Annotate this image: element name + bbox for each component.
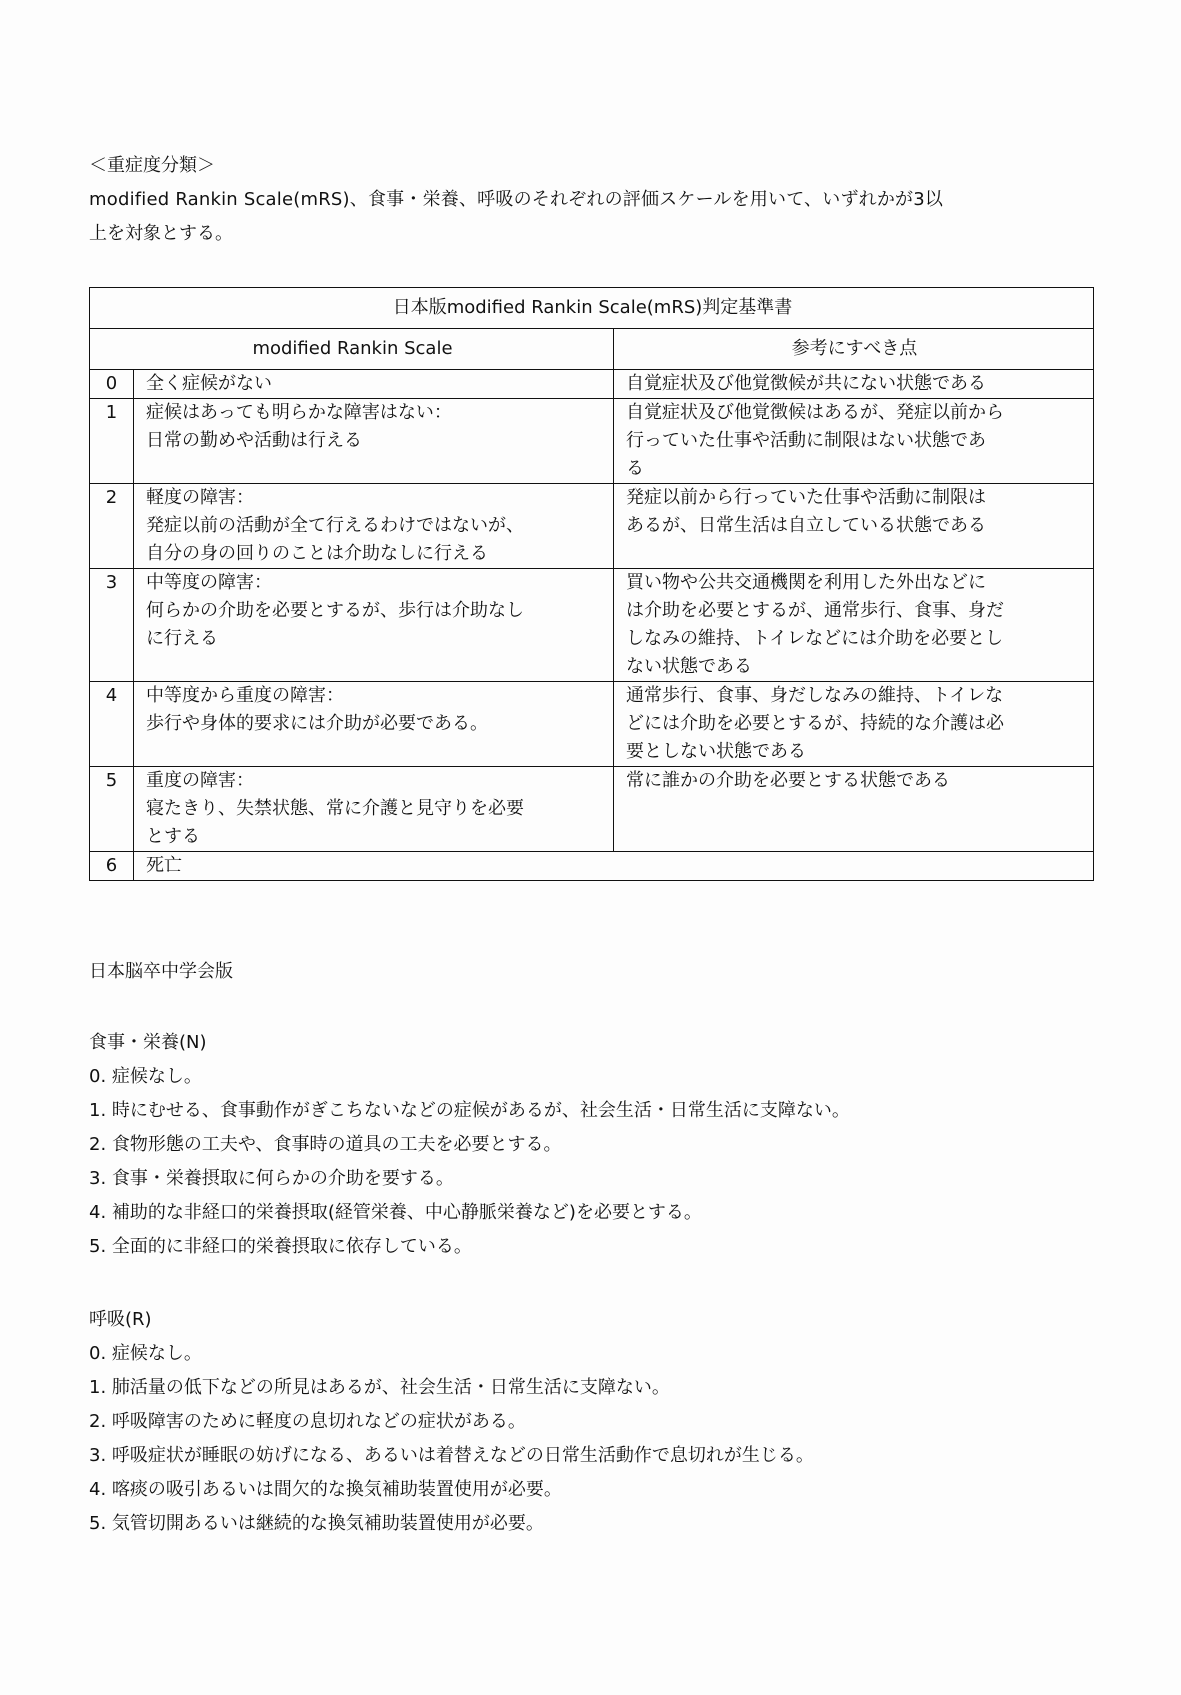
notes-cell bbox=[614, 399, 1094, 484]
scale-text: に行える bbox=[146, 628, 218, 649]
column-header-notes: 参考にすべき点 bbox=[614, 329, 1094, 370]
notes-text: しなみの維持、トイレなどには介助を必要とし bbox=[626, 628, 1004, 649]
source-label: 日本脳卒中学会版 bbox=[89, 961, 233, 982]
notes-text: 自覚症状及び他覚徴候が共にない状態である bbox=[626, 373, 986, 394]
list-item: 5. 全面的に非経口的栄養摂取に依存している。 bbox=[89, 1236, 472, 1257]
mrs-table bbox=[89, 287, 1094, 881]
scale-cell bbox=[134, 682, 614, 767]
grade-cell: 6 bbox=[90, 852, 134, 881]
grade-cell: 2 bbox=[90, 484, 134, 569]
list-item: 0. 症候なし。 bbox=[89, 1066, 202, 1087]
scale-text: 中等度から重度の障害： bbox=[146, 685, 344, 706]
notes-text: 通常歩行、食事、身だしなみの維持、トイレな bbox=[626, 685, 1004, 706]
scale-text: 何らかの介助を必要とするが、歩行は介助なし bbox=[146, 600, 524, 621]
grade-cell: 1 bbox=[90, 399, 134, 484]
scale-text: 死亡 bbox=[146, 855, 182, 876]
notes-text: ない状態である bbox=[626, 656, 752, 677]
list-item: 4. 喀痰の吸引あるいは間欠的な換気補助装置使用が必要。 bbox=[89, 1479, 562, 1500]
scale-cell bbox=[134, 569, 614, 682]
list-item: 0. 症候なし。 bbox=[89, 1343, 202, 1364]
table-row bbox=[90, 767, 1094, 852]
section-heading: ＜重症度分類＞ bbox=[89, 155, 215, 176]
respiration-title: 呼吸(R) bbox=[89, 1309, 152, 1330]
scale-text: 全く症候がない bbox=[146, 373, 272, 394]
list-item: 4. 補助的な非経口的栄養摂取(経管栄養、中心静脈栄養など)を必要とする。 bbox=[89, 1202, 702, 1223]
mrs-table-title-row bbox=[90, 288, 1094, 329]
notes-text: 自覚症状及び他覚徴候はあるが、発症以前から bbox=[626, 402, 1004, 423]
scale-cell bbox=[134, 852, 1094, 881]
table-row bbox=[90, 852, 1094, 881]
notes-cell bbox=[614, 682, 1094, 767]
list-item: 1. 時にむせる、食事動作がぎこちないなどの症候があるが、社会生活・日常生活に支障ない。 bbox=[89, 1100, 850, 1121]
notes-text: 常に誰かの介助を必要とする状態である bbox=[626, 770, 950, 791]
table-row bbox=[90, 399, 1094, 484]
grade-cell: 0 bbox=[90, 370, 134, 399]
grade-cell: 5 bbox=[90, 767, 134, 852]
scale-cell bbox=[134, 484, 614, 569]
notes-cell bbox=[614, 569, 1094, 682]
scale-text: 重度の障害： bbox=[146, 770, 254, 791]
scale-text: 症候はあっても明らかな障害はない： bbox=[146, 402, 452, 423]
notes-text: 発症以前から行っていた仕事や活動に制限は bbox=[626, 487, 986, 508]
intro-text-line-2: 上を対象とする。 bbox=[89, 223, 233, 244]
nutrition-section bbox=[89, 1029, 850, 1261]
scale-text: 発症以前の活動が全て行えるわけではないが、 bbox=[146, 515, 524, 536]
notes-cell bbox=[614, 370, 1094, 399]
grade-cell: 4 bbox=[90, 682, 134, 767]
notes-text: 行っていた仕事や活動に制限はない状態であ bbox=[626, 430, 986, 451]
mrs-table-title: 日本版modified Rankin Scale(mRS)判定基準書 bbox=[90, 288, 1094, 329]
mrs-table-header-row bbox=[90, 329, 1094, 370]
table-row bbox=[90, 569, 1094, 682]
table-row bbox=[90, 484, 1094, 569]
list-item: 1. 肺活量の低下などの所見はあるが、社会生活・日常生活に支障ない。 bbox=[89, 1377, 670, 1398]
scale-text: とする bbox=[146, 826, 200, 847]
scale-text: 軽度の障害： bbox=[146, 487, 254, 508]
notes-text: どには介助を必要とするが、持続的な介護は必 bbox=[626, 713, 1004, 734]
respiration-section bbox=[89, 1306, 814, 1538]
table-row bbox=[90, 682, 1094, 767]
list-item: 3. 食事・栄養摂取に何らかの介助を要する。 bbox=[89, 1168, 454, 1189]
column-header-scale: modified Rankin Scale bbox=[90, 329, 614, 370]
notes-text: あるが、日常生活は自立している状態である bbox=[626, 515, 986, 536]
scale-text: 寝たきり、失禁状態、常に介護と見守りを必要 bbox=[146, 798, 524, 819]
grade-cell: 3 bbox=[90, 569, 134, 682]
notes-text: は介助を必要とするが、通常歩行、食事、身だ bbox=[626, 600, 1004, 621]
scale-text: 歩行や身体的要求には介助が必要である。 bbox=[146, 713, 488, 734]
notes-cell bbox=[614, 767, 1094, 852]
scale-text: 中等度の障害： bbox=[146, 572, 272, 593]
scale-cell bbox=[134, 370, 614, 399]
scale-text: 日常の勤めや活動は行える bbox=[146, 430, 362, 451]
scale-text: 自分の身の回りのことは介助なしに行える bbox=[146, 543, 488, 564]
notes-text: 買い物や公共交通機関を利用した外出などに bbox=[626, 572, 986, 593]
list-item: 2. 呼吸障害のために軽度の息切れなどの症状がある。 bbox=[89, 1411, 526, 1432]
nutrition-title: 食事・栄養(N) bbox=[89, 1032, 207, 1053]
list-item: 5. 気管切開あるいは継続的な換気補助装置使用が必要。 bbox=[89, 1513, 544, 1534]
scale-cell bbox=[134, 767, 614, 852]
table-row bbox=[90, 370, 1094, 399]
list-item: 2. 食物形態の工夫や、食事時の道具の工夫を必要とする。 bbox=[89, 1134, 562, 1155]
scale-cell bbox=[134, 399, 614, 484]
notes-cell bbox=[614, 484, 1094, 569]
list-item: 3. 呼吸症状が睡眠の妨げになる、あるいは着替えなどの日常生活動作で息切れが生じる。 bbox=[89, 1445, 814, 1466]
notes-text: る bbox=[626, 458, 644, 479]
intro-text-line-1: modified Rankin Scale(mRS)、食事・栄養、呼吸のそれぞれの評価スケールを用いて、いずれかが3以 bbox=[89, 189, 944, 210]
notes-text: 要としない状態である bbox=[626, 741, 806, 762]
